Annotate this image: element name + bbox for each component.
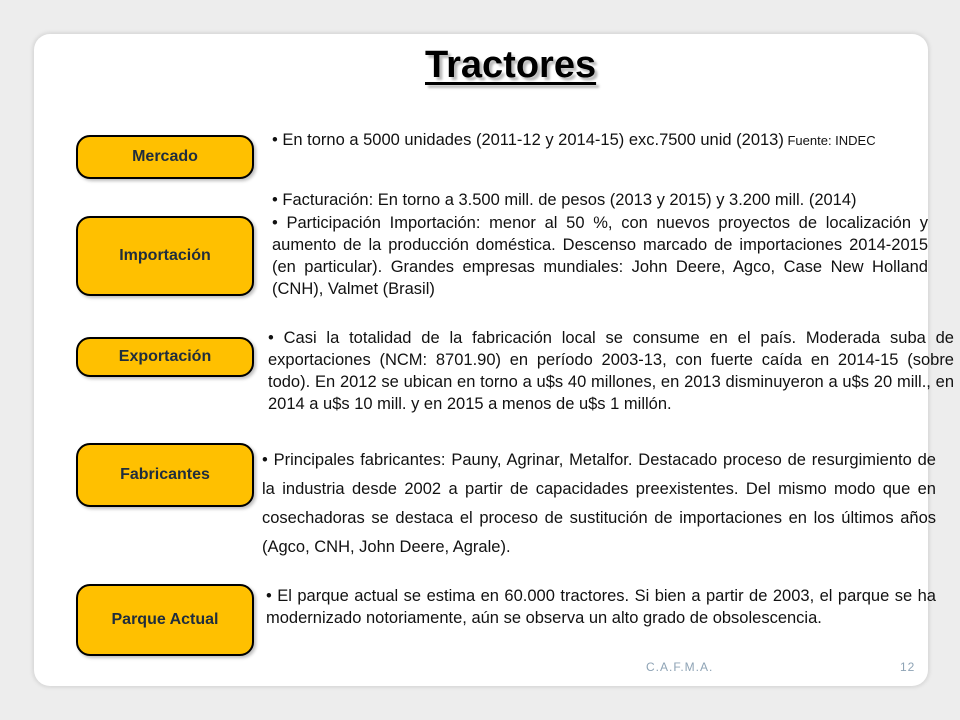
parque-bullet-text: El parque actual se estima en 60.000 tractores. Si bien a partir de 2003, el parque se ha modernizado notoriamente, aún se observa un alto grado de obsolescencia. bbox=[266, 587, 936, 627]
exportacion-bullet-text: Casi la totalidad de la fabricación local se consume en el país. Moderada suba de exportaciones (NCM: 8701.90) en período 2003-13, con fuerte caída en 2014-15 (sobre todo). En 2012 se ubican en torno a u$s 40 millones, en 2013 disminuyeron a u$s 20 mill., en 2014 a u$s 10 mill. y en 2015 a menos de u$s 1 millón. bbox=[268, 329, 954, 413]
fabricantes-bullet bbox=[262, 446, 936, 562]
label-mercado bbox=[76, 135, 254, 179]
parque-bullet bbox=[266, 585, 936, 629]
label-exportacion-text: Exportación bbox=[118, 348, 212, 365]
mercado-bullet-1-text: En torno a 5000 unidades (2011-12 y 2014-15) exc.7500 unid (2013) bbox=[282, 131, 784, 149]
label-fabricantes-text: Fabricantes bbox=[120, 466, 210, 483]
mercado-bullet-2-text: Facturación: En torno a 3.500 mill. de pesos (2013 y 2015) y 3.200 mill. (2014) bbox=[282, 191, 857, 209]
label-fabricantes bbox=[76, 443, 254, 507]
label-importacion bbox=[76, 216, 254, 296]
importacion-bullet-text: Participación Importación: menor al 50 %, con nuevos proyectos de localización y aumento de la producción doméstica. Descenso marcado de importaciones 2014-2015 (en particular). Grandes empresas mundiales: John Deere, Agco, Case New Holland (CNH), Valmet (Brasil) bbox=[272, 214, 928, 298]
mercado-source: Fuente: INDEC bbox=[783, 133, 876, 148]
mercado-bullet-1 bbox=[272, 129, 876, 152]
slide-title: Tractores bbox=[425, 44, 597, 86]
mercado-bullet-2 bbox=[272, 189, 857, 211]
exportacion-bullet bbox=[268, 327, 954, 415]
footer-org: C.A.F.M.A. bbox=[646, 660, 714, 674]
label-mercado-text: Mercado bbox=[132, 148, 198, 165]
label-parque-actual bbox=[76, 584, 254, 656]
importacion-bullet bbox=[272, 212, 928, 300]
page-number: 12 bbox=[900, 660, 916, 674]
label-exportacion bbox=[76, 337, 254, 377]
fabricantes-bullet-text: Principales fabricantes: Pauny, Agrinar, Metalfor. Destacado proceso de resurgimiento de la industria desde 2002 a partir de capacidades preexistentes. Del mismo modo que en cosechadoras se destaca el proceso de sustitución de importaciones en los últimos años (Agco, CNH, John Deere, Agrale). bbox=[262, 451, 936, 556]
label-parque-actual-text: Parque Actual bbox=[111, 611, 219, 628]
label-importacion-text: Importación bbox=[119, 247, 211, 264]
